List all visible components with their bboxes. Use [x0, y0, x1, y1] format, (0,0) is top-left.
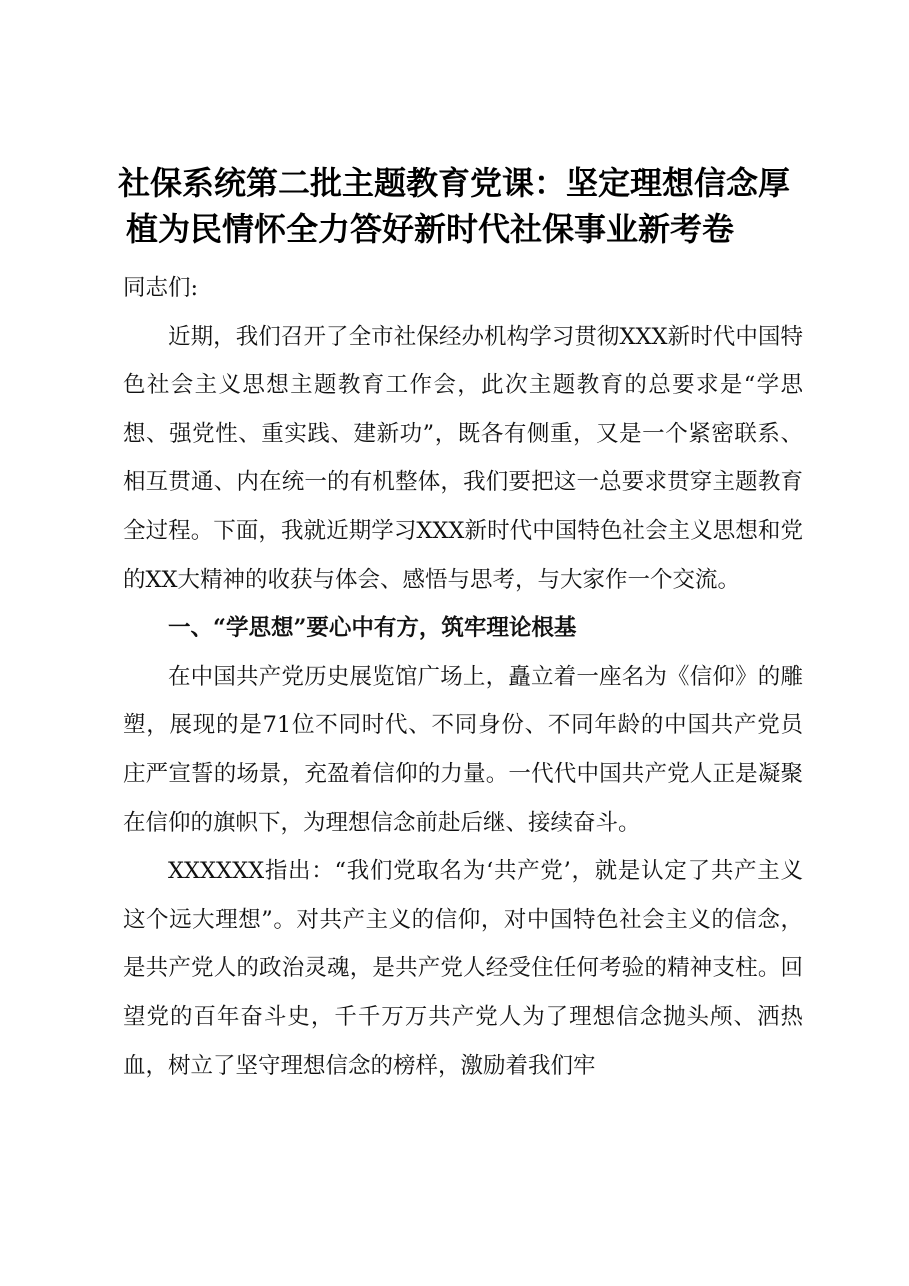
salutation: 同志们:: [123, 275, 199, 301]
section-heading-1: 一、“学思想”要心中有方，筑牢理论根基: [168, 615, 577, 642]
intro-paragraph: 近期，我们召开了全市社保经办机构学习贯彻XXX新时代中国特色社会主义思想主题教育工作会，此次主题教育的总要求是“学思想、强党性、重实践、建新功”，既各有侧重，又是一个紧密联系、相互贯通、内在统一的有机整体，我们要把这一总要求贯穿主题教育全过程。下面，我就近期学习XXX新时代中国特色社会主义思想和党的XX大精神的收获与体会、感悟与思考，与大家作一个交流。: [123, 323, 803, 593]
title-line-2: 植为民情怀全力答好新时代社保事业新考卷: [126, 210, 735, 248]
title-line-1: 社保系统第二批主题教育党课：坚定理想信念厚: [118, 164, 791, 202]
document-body: [123, 264, 803, 1090]
section1-paragraph-2: XXXXXX指出：“我们党取名为‘共产党’，就是认定了共产主义这个远大理想”。对共产主义的信仰，对中国特色社会主义的信念，是共产党人的政治灵魂，是共产党人经受住任何考验的精神支柱。回望党的百年奋斗史，千千万万共产党人为了理想信念抛头颅、洒热血，树立了坚守理想信念的榜样，激励着我们牢: [123, 858, 803, 1079]
document-title: [118, 160, 838, 252]
section1-paragraph-1: 在中国共产党历史展览馆广场上，矗立着一座名为《信仰》的雕塑，展现的是71位不同时代、不同身份、不同年龄的中国共产党员庄严宣誓的场景，充盈着信仰的力量。一代代中国共产党人正是凝聚在信仰的旗帜下，为理想信念前赴后继、接续奋斗。: [123, 663, 803, 836]
